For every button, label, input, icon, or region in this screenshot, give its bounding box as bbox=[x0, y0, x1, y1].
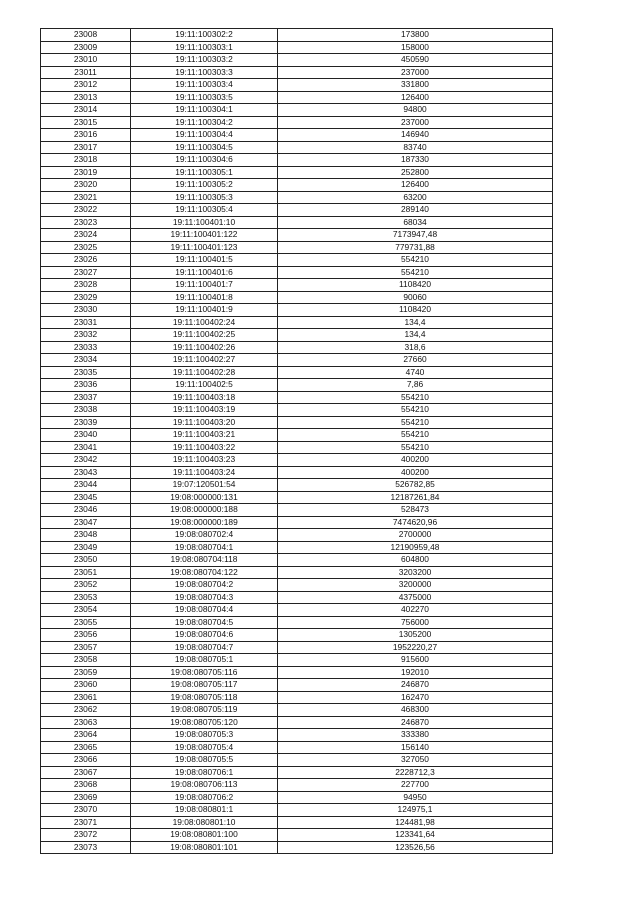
row-number-cell: 23045 bbox=[41, 491, 131, 504]
cadastral-number-cell: 19:11:100403:22 bbox=[131, 441, 278, 454]
row-number-cell: 23052 bbox=[41, 579, 131, 592]
row-number-cell: 23013 bbox=[41, 91, 131, 104]
row-number-cell: 23019 bbox=[41, 166, 131, 179]
row-number-cell: 23064 bbox=[41, 729, 131, 742]
value-cell: 63200 bbox=[278, 191, 553, 204]
value-cell: 1952220,27 bbox=[278, 641, 553, 654]
table-row bbox=[41, 166, 553, 179]
row-number-cell: 23050 bbox=[41, 554, 131, 567]
cadastral-number-cell: 19:08:080705:118 bbox=[131, 691, 278, 704]
cadastral-number-cell: 19:08:080705:3 bbox=[131, 729, 278, 742]
value-cell: 554210 bbox=[278, 254, 553, 267]
table-row bbox=[41, 229, 553, 242]
row-number-cell: 23060 bbox=[41, 679, 131, 692]
table-row bbox=[41, 504, 553, 517]
cadastral-number-cell: 19:08:080702:4 bbox=[131, 529, 278, 542]
table-row bbox=[41, 791, 553, 804]
row-number-cell: 23043 bbox=[41, 466, 131, 479]
row-number-cell: 23038 bbox=[41, 404, 131, 417]
value-cell: 227700 bbox=[278, 779, 553, 792]
cadastral-number-cell: 19:08:080801:10 bbox=[131, 816, 278, 829]
value-cell: 2228712,3 bbox=[278, 766, 553, 779]
row-number-cell: 23071 bbox=[41, 816, 131, 829]
table-row bbox=[41, 266, 553, 279]
value-cell: 94950 bbox=[278, 791, 553, 804]
cadastral-number-cell: 19:11:100305:2 bbox=[131, 179, 278, 192]
cadastral-number-cell: 19:11:100305:3 bbox=[131, 191, 278, 204]
table-row bbox=[41, 116, 553, 129]
row-number-cell: 23059 bbox=[41, 666, 131, 679]
row-number-cell: 23034 bbox=[41, 354, 131, 367]
cadastral-number-cell: 19:11:100304:1 bbox=[131, 104, 278, 117]
value-cell: 402270 bbox=[278, 604, 553, 617]
table-row bbox=[41, 79, 553, 92]
row-number-cell: 23073 bbox=[41, 841, 131, 854]
value-cell: 604800 bbox=[278, 554, 553, 567]
table-row bbox=[41, 416, 553, 429]
row-number-cell: 23008 bbox=[41, 29, 131, 42]
value-cell: 124975,1 bbox=[278, 804, 553, 817]
row-number-cell: 23028 bbox=[41, 279, 131, 292]
value-cell: 134,4 bbox=[278, 329, 553, 342]
table-row bbox=[41, 316, 553, 329]
cadastral-number-cell: 19:08:080706:113 bbox=[131, 779, 278, 792]
row-number-cell: 23049 bbox=[41, 541, 131, 554]
value-cell: 156140 bbox=[278, 741, 553, 754]
cadastral-number-cell: 19:11:100402:27 bbox=[131, 354, 278, 367]
value-cell: 1108420 bbox=[278, 304, 553, 317]
cadastral-number-cell: 19:11:100303:5 bbox=[131, 91, 278, 104]
cadastral-number-cell: 19:08:080705:116 bbox=[131, 666, 278, 679]
value-cell: 124481,98 bbox=[278, 816, 553, 829]
row-number-cell: 23054 bbox=[41, 604, 131, 617]
value-cell: 468300 bbox=[278, 704, 553, 717]
row-number-cell: 23072 bbox=[41, 829, 131, 842]
cadastral-number-cell: 19:08:080704:118 bbox=[131, 554, 278, 567]
table-row bbox=[41, 179, 553, 192]
value-cell: 7,86 bbox=[278, 379, 553, 392]
value-cell: 2700000 bbox=[278, 529, 553, 542]
table-row bbox=[41, 566, 553, 579]
table-row bbox=[41, 41, 553, 54]
row-number-cell: 23030 bbox=[41, 304, 131, 317]
value-cell: 158000 bbox=[278, 41, 553, 54]
table-row bbox=[41, 491, 553, 504]
value-cell: 146940 bbox=[278, 129, 553, 142]
row-number-cell: 23070 bbox=[41, 804, 131, 817]
value-cell: 554210 bbox=[278, 441, 553, 454]
row-number-cell: 23035 bbox=[41, 366, 131, 379]
value-cell: 187330 bbox=[278, 154, 553, 167]
value-cell: 246870 bbox=[278, 679, 553, 692]
cadastral-number-cell: 19:11:100305:4 bbox=[131, 204, 278, 217]
table-row bbox=[41, 804, 553, 817]
value-cell: 90060 bbox=[278, 291, 553, 304]
cadastral-number-cell: 19:11:100403:24 bbox=[131, 466, 278, 479]
cadastral-number-cell: 19:08:080704:3 bbox=[131, 591, 278, 604]
value-cell: 7173947,48 bbox=[278, 229, 553, 242]
table-row bbox=[41, 454, 553, 467]
row-number-cell: 23055 bbox=[41, 616, 131, 629]
value-cell: 126400 bbox=[278, 91, 553, 104]
table-row bbox=[41, 279, 553, 292]
row-number-cell: 23046 bbox=[41, 504, 131, 517]
value-cell: 12190959,48 bbox=[278, 541, 553, 554]
cadastral-number-cell: 19:11:100401:7 bbox=[131, 279, 278, 292]
cadastral-number-cell: 19:08:080801:100 bbox=[131, 829, 278, 842]
data-table bbox=[40, 28, 553, 854]
row-number-cell: 23066 bbox=[41, 754, 131, 767]
table-row bbox=[41, 641, 553, 654]
table-row bbox=[41, 766, 553, 779]
table-row bbox=[41, 341, 553, 354]
cadastral-number-cell: 19:08:080801:1 bbox=[131, 804, 278, 817]
table-row bbox=[41, 716, 553, 729]
table-row bbox=[41, 129, 553, 142]
table-row bbox=[41, 241, 553, 254]
table-row bbox=[41, 354, 553, 367]
row-number-cell: 23067 bbox=[41, 766, 131, 779]
table-row bbox=[41, 216, 553, 229]
row-number-cell: 23009 bbox=[41, 41, 131, 54]
table-row bbox=[41, 366, 553, 379]
value-cell: 528473 bbox=[278, 504, 553, 517]
row-number-cell: 23037 bbox=[41, 391, 131, 404]
table-row bbox=[41, 404, 553, 417]
row-number-cell: 23024 bbox=[41, 229, 131, 242]
row-number-cell: 23027 bbox=[41, 266, 131, 279]
value-cell: 450590 bbox=[278, 54, 553, 67]
value-cell: 237000 bbox=[278, 116, 553, 129]
row-number-cell: 23058 bbox=[41, 654, 131, 667]
cadastral-number-cell: 19:11:100303:2 bbox=[131, 54, 278, 67]
cadastral-number-cell: 19:08:080705:4 bbox=[131, 741, 278, 754]
row-number-cell: 23014 bbox=[41, 104, 131, 117]
cadastral-number-cell: 19:08:080705:117 bbox=[131, 679, 278, 692]
table-row bbox=[41, 391, 553, 404]
value-cell: 400200 bbox=[278, 454, 553, 467]
value-cell: 333380 bbox=[278, 729, 553, 742]
row-number-cell: 23069 bbox=[41, 791, 131, 804]
cadastral-number-cell: 19:08:080704:7 bbox=[131, 641, 278, 654]
value-cell: 68034 bbox=[278, 216, 553, 229]
value-cell: 779731,88 bbox=[278, 241, 553, 254]
table-row bbox=[41, 829, 553, 842]
table-row bbox=[41, 66, 553, 79]
value-cell: 318,6 bbox=[278, 341, 553, 354]
table-row bbox=[41, 816, 553, 829]
cadastral-number-cell: 19:08:000000:188 bbox=[131, 504, 278, 517]
cadastral-number-cell: 19:11:100303:4 bbox=[131, 79, 278, 92]
row-number-cell: 23010 bbox=[41, 54, 131, 67]
cadastral-number-cell: 19:11:100401:123 bbox=[131, 241, 278, 254]
table-row bbox=[41, 254, 553, 267]
value-cell: 192010 bbox=[278, 666, 553, 679]
row-number-cell: 23029 bbox=[41, 291, 131, 304]
value-cell: 237000 bbox=[278, 66, 553, 79]
cadastral-number-cell: 19:11:100402:24 bbox=[131, 316, 278, 329]
cadastral-number-cell: 19:08:080704:6 bbox=[131, 629, 278, 642]
value-cell: 94800 bbox=[278, 104, 553, 117]
table-row bbox=[41, 441, 553, 454]
cadastral-number-cell: 19:11:100303:1 bbox=[131, 41, 278, 54]
table-row bbox=[41, 91, 553, 104]
row-number-cell: 23057 bbox=[41, 641, 131, 654]
value-cell: 554210 bbox=[278, 416, 553, 429]
cadastral-number-cell: 19:11:100403:21 bbox=[131, 429, 278, 442]
cadastral-number-cell: 19:08:080704:4 bbox=[131, 604, 278, 617]
row-number-cell: 23039 bbox=[41, 416, 131, 429]
value-cell: 915600 bbox=[278, 654, 553, 667]
table-row bbox=[41, 54, 553, 67]
row-number-cell: 23065 bbox=[41, 741, 131, 754]
row-number-cell: 23032 bbox=[41, 329, 131, 342]
row-number-cell: 23018 bbox=[41, 154, 131, 167]
row-number-cell: 23031 bbox=[41, 316, 131, 329]
row-number-cell: 23025 bbox=[41, 241, 131, 254]
value-cell: 526782,85 bbox=[278, 479, 553, 492]
cadastral-number-cell: 19:11:100402:26 bbox=[131, 341, 278, 354]
cadastral-number-cell: 19:11:100403:18 bbox=[131, 391, 278, 404]
row-number-cell: 23016 bbox=[41, 129, 131, 142]
row-number-cell: 23068 bbox=[41, 779, 131, 792]
cadastral-number-cell: 19:11:100401:8 bbox=[131, 291, 278, 304]
value-cell: 246870 bbox=[278, 716, 553, 729]
value-cell: 3200000 bbox=[278, 579, 553, 592]
cadastral-number-cell: 19:11:100403:19 bbox=[131, 404, 278, 417]
table-row bbox=[41, 104, 553, 117]
cadastral-number-cell: 19:08:080706:2 bbox=[131, 791, 278, 804]
cadastral-number-cell: 19:11:100402:28 bbox=[131, 366, 278, 379]
table-row bbox=[41, 516, 553, 529]
table-row bbox=[41, 204, 553, 217]
row-number-cell: 23026 bbox=[41, 254, 131, 267]
value-cell: 554210 bbox=[278, 429, 553, 442]
table-row bbox=[41, 729, 553, 742]
value-cell: 126400 bbox=[278, 179, 553, 192]
row-number-cell: 23017 bbox=[41, 141, 131, 154]
value-cell: 554210 bbox=[278, 391, 553, 404]
cadastral-number-cell: 19:11:100304:5 bbox=[131, 141, 278, 154]
table-body bbox=[41, 29, 553, 854]
row-number-cell: 23012 bbox=[41, 79, 131, 92]
cadastral-number-cell: 19:11:100401:10 bbox=[131, 216, 278, 229]
cadastral-number-cell: 19:11:100401:6 bbox=[131, 266, 278, 279]
cadastral-number-cell: 19:11:100304:6 bbox=[131, 154, 278, 167]
table-row bbox=[41, 591, 553, 604]
row-number-cell: 23036 bbox=[41, 379, 131, 392]
cadastral-number-cell: 19:07:120501:54 bbox=[131, 479, 278, 492]
value-cell: 554210 bbox=[278, 266, 553, 279]
value-cell: 327050 bbox=[278, 754, 553, 767]
table-row bbox=[41, 429, 553, 442]
cadastral-number-cell: 19:11:100303:3 bbox=[131, 66, 278, 79]
value-cell: 7474620,96 bbox=[278, 516, 553, 529]
row-number-cell: 23048 bbox=[41, 529, 131, 542]
cadastral-number-cell: 19:11:100403:23 bbox=[131, 454, 278, 467]
value-cell: 162470 bbox=[278, 691, 553, 704]
table-row bbox=[41, 691, 553, 704]
cadastral-number-cell: 19:08:000000:189 bbox=[131, 516, 278, 529]
table-row bbox=[41, 479, 553, 492]
value-cell: 123526,56 bbox=[278, 841, 553, 854]
row-number-cell: 23022 bbox=[41, 204, 131, 217]
table-row bbox=[41, 616, 553, 629]
table-row bbox=[41, 291, 553, 304]
cadastral-number-cell: 19:11:100403:20 bbox=[131, 416, 278, 429]
row-number-cell: 23040 bbox=[41, 429, 131, 442]
value-cell: 134,4 bbox=[278, 316, 553, 329]
table-row bbox=[41, 679, 553, 692]
cadastral-number-cell: 19:11:100401:5 bbox=[131, 254, 278, 267]
value-cell: 4740 bbox=[278, 366, 553, 379]
cadastral-number-cell: 19:11:100304:4 bbox=[131, 129, 278, 142]
table-row bbox=[41, 29, 553, 42]
cadastral-number-cell: 19:08:080705:119 bbox=[131, 704, 278, 717]
value-cell: 83740 bbox=[278, 141, 553, 154]
row-number-cell: 23023 bbox=[41, 216, 131, 229]
row-number-cell: 23051 bbox=[41, 566, 131, 579]
table-row bbox=[41, 191, 553, 204]
cadastral-number-cell: 19:11:100304:2 bbox=[131, 116, 278, 129]
value-cell: 252800 bbox=[278, 166, 553, 179]
cadastral-number-cell: 19:11:100401:9 bbox=[131, 304, 278, 317]
row-number-cell: 23063 bbox=[41, 716, 131, 729]
row-number-cell: 23011 bbox=[41, 66, 131, 79]
cadastral-number-cell: 19:11:100305:1 bbox=[131, 166, 278, 179]
row-number-cell: 23047 bbox=[41, 516, 131, 529]
row-number-cell: 23053 bbox=[41, 591, 131, 604]
value-cell: 12187261,84 bbox=[278, 491, 553, 504]
table-row bbox=[41, 654, 553, 667]
table-row bbox=[41, 704, 553, 717]
table-row bbox=[41, 329, 553, 342]
table-row bbox=[41, 466, 553, 479]
table-row bbox=[41, 141, 553, 154]
table-row bbox=[41, 629, 553, 642]
row-number-cell: 23042 bbox=[41, 454, 131, 467]
row-number-cell: 23041 bbox=[41, 441, 131, 454]
table-row bbox=[41, 154, 553, 167]
value-cell: 27660 bbox=[278, 354, 553, 367]
value-cell: 4375000 bbox=[278, 591, 553, 604]
cadastral-number-cell: 19:08:080705:5 bbox=[131, 754, 278, 767]
value-cell: 289140 bbox=[278, 204, 553, 217]
cadastral-number-cell: 19:08:080705:120 bbox=[131, 716, 278, 729]
cadastral-number-cell: 19:08:080704:2 bbox=[131, 579, 278, 592]
row-number-cell: 23020 bbox=[41, 179, 131, 192]
value-cell: 756000 bbox=[278, 616, 553, 629]
value-cell: 123341,64 bbox=[278, 829, 553, 842]
table-row bbox=[41, 741, 553, 754]
value-cell: 331800 bbox=[278, 79, 553, 92]
table-row bbox=[41, 604, 553, 617]
cadastral-number-cell: 19:11:100402:5 bbox=[131, 379, 278, 392]
value-cell: 1305200 bbox=[278, 629, 553, 642]
cadastral-number-cell: 19:11:100302:2 bbox=[131, 29, 278, 42]
table-row bbox=[41, 579, 553, 592]
cadastral-number-cell: 19:08:080706:1 bbox=[131, 766, 278, 779]
table-row bbox=[41, 554, 553, 567]
table-row bbox=[41, 754, 553, 767]
value-cell: 1108420 bbox=[278, 279, 553, 292]
table-row bbox=[41, 529, 553, 542]
cadastral-number-cell: 19:08:080704:1 bbox=[131, 541, 278, 554]
row-number-cell: 23033 bbox=[41, 341, 131, 354]
cadastral-number-cell: 19:11:100401:122 bbox=[131, 229, 278, 242]
table-row bbox=[41, 666, 553, 679]
row-number-cell: 23021 bbox=[41, 191, 131, 204]
row-number-cell: 23061 bbox=[41, 691, 131, 704]
row-number-cell: 23056 bbox=[41, 629, 131, 642]
table-row bbox=[41, 779, 553, 792]
cadastral-number-cell: 19:08:000000:131 bbox=[131, 491, 278, 504]
cadastral-number-cell: 19:08:080801:101 bbox=[131, 841, 278, 854]
value-cell: 3203200 bbox=[278, 566, 553, 579]
row-number-cell: 23062 bbox=[41, 704, 131, 717]
cadastral-number-cell: 19:08:080704:5 bbox=[131, 616, 278, 629]
row-number-cell: 23044 bbox=[41, 479, 131, 492]
value-cell: 400200 bbox=[278, 466, 553, 479]
table-row bbox=[41, 541, 553, 554]
cadastral-number-cell: 19:08:080705:1 bbox=[131, 654, 278, 667]
table-row bbox=[41, 841, 553, 854]
cadastral-number-cell: 19:08:080704:122 bbox=[131, 566, 278, 579]
cadastral-number-cell: 19:11:100402:25 bbox=[131, 329, 278, 342]
row-number-cell: 23015 bbox=[41, 116, 131, 129]
table-row bbox=[41, 304, 553, 317]
value-cell: 173800 bbox=[278, 29, 553, 42]
table-row bbox=[41, 379, 553, 392]
value-cell: 554210 bbox=[278, 404, 553, 417]
